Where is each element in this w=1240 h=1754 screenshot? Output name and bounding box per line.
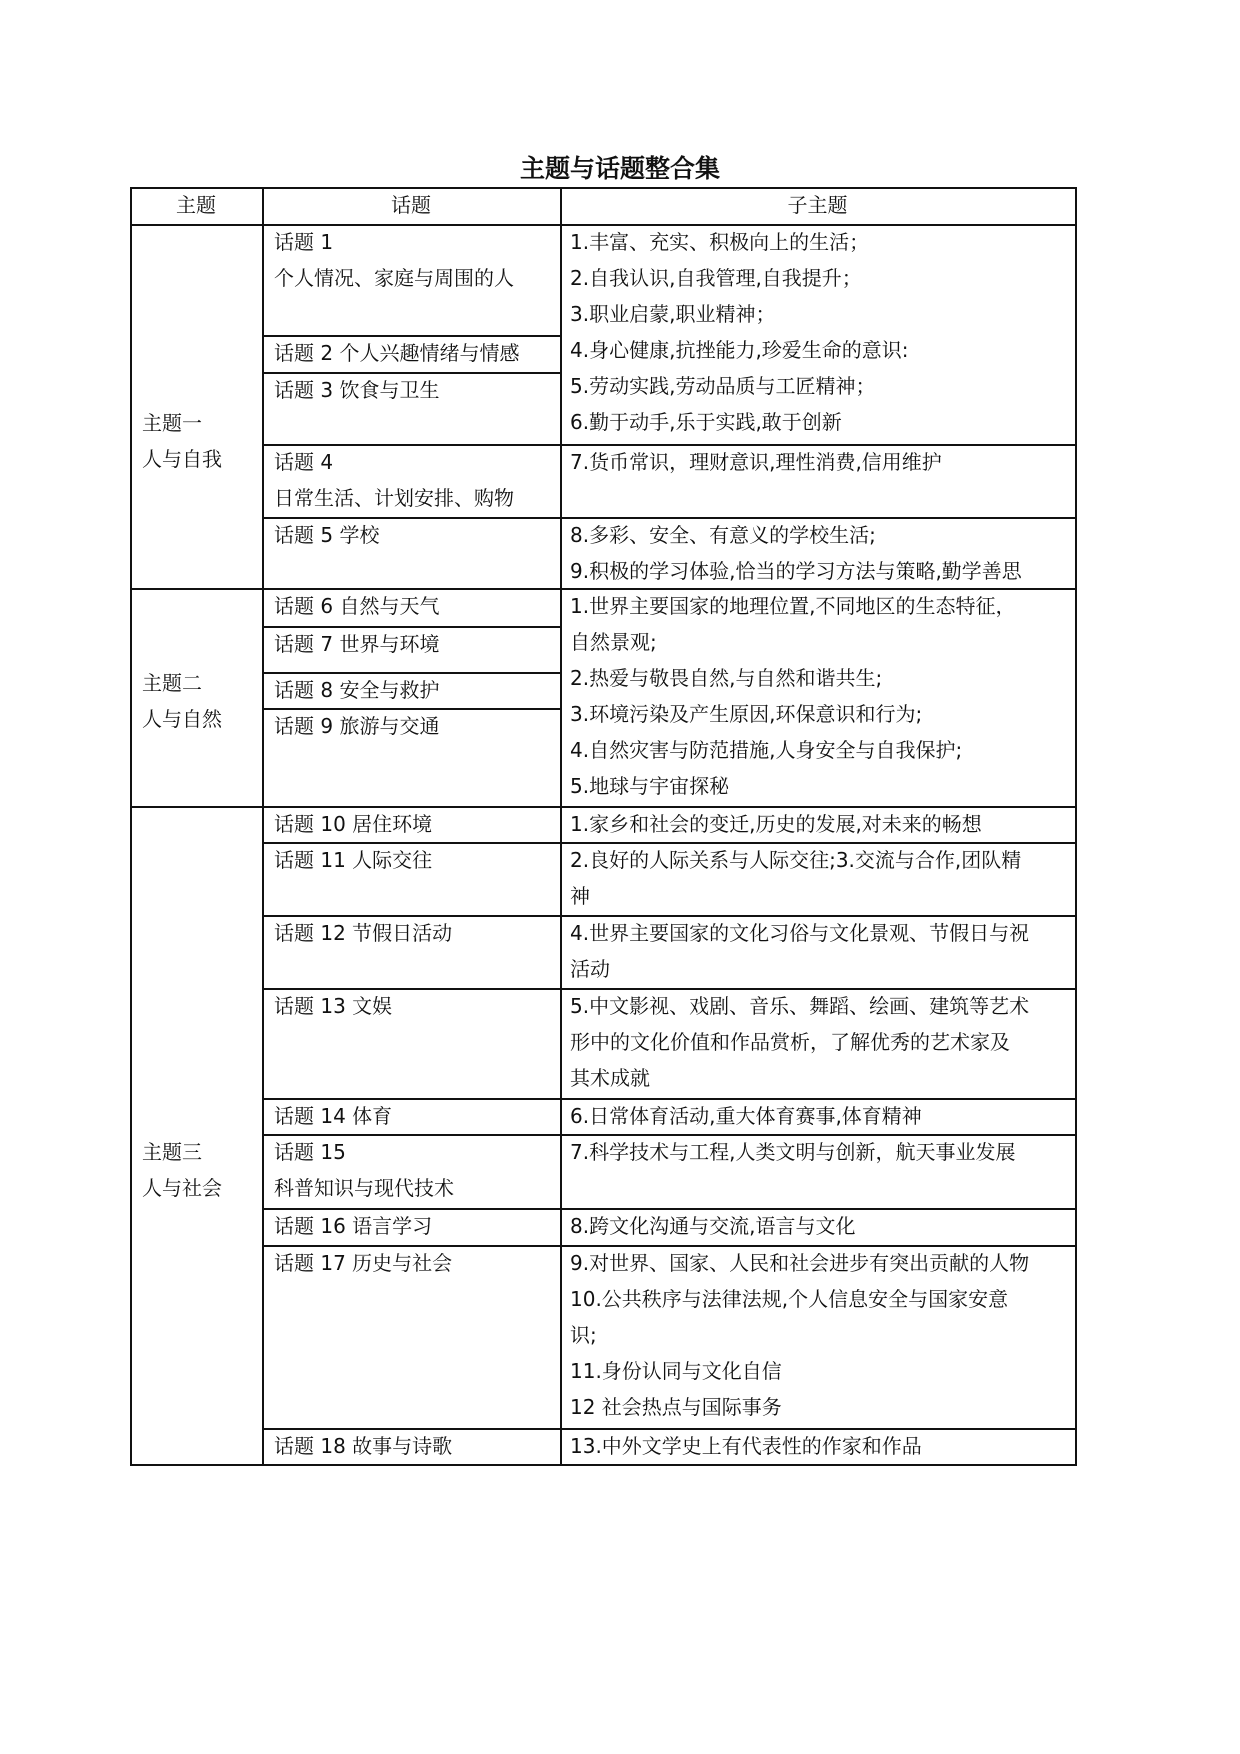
cell-line: 13.中外文学史上有代表性的作家和作品 [570,1434,922,1458]
cell-line: 1.世界主要国家的地理位置,不同地区的生态特征， [570,594,1016,618]
cell-line: 话题 8 安全与救护 [274,678,440,702]
topic-cell [274,1245,558,1281]
cell-line: 人与社会 [142,1176,222,1200]
cell-line: 9.积极的学习体验,恰当的学习方法与策略,勤学善思 [570,559,1022,583]
cell-line: 话题 5 学校 [274,523,380,547]
subtheme-cell [570,1098,1073,1134]
subtheme-cell [570,842,1073,914]
topic-cell [274,335,558,371]
cell-line: 6.勤于动手,乐于实践,敢于创新 [570,410,842,434]
cell-line: 2.自我认识,自我管理,自我提升； [570,266,862,290]
cell-line: 话题 4 [274,450,334,474]
table-rule [130,1464,1077,1466]
subtheme-cell [570,1134,1073,1170]
topic-cell [274,224,558,296]
cell-line: 话题 17 历史与社会 [274,1251,453,1275]
cell-line: 个人情况、家庭与周围的人 [274,266,514,290]
cell-line: 2.热爱与敬畏自然,与自然和谐共生; [570,666,883,690]
cell-line: 主题三 [142,1140,202,1164]
topic-cell [274,1134,558,1206]
subtheme-cell [570,224,1073,440]
header-subtheme: 子主题 [787,193,848,217]
cell-line: 5.地球与宇宙探秘 [570,774,730,798]
page-title: 主题与话题整合集 [519,154,720,183]
cell-line: 话题 11 人际交往 [274,848,433,872]
topic-cell [274,708,558,744]
cell-line: 12 社会热点与国际事务 [570,1395,782,1419]
cell-line: 识; [570,1323,597,1347]
cell-line: 4.世界主要国家的文化习俗与文化景观、节假日与祝 [570,921,1030,945]
cell-line: 8.多彩、安全、有意义的学校生活; [570,523,876,547]
table-rule [130,187,132,1466]
table-rule [1075,187,1077,1466]
cell-line: 神 [570,884,590,908]
cell-line: 话题 16 语言学习 [274,1214,433,1238]
theme-cell [142,1134,260,1206]
topic-cell [274,842,558,878]
table-rule [130,187,1077,189]
theme-cell [142,405,260,477]
cell-line: 7.科学技术与工程,人类文明与创新，航天事业发展 [570,1140,1016,1164]
cell-line: 话题 10 居住环境 [274,812,433,836]
cell-line: 4.身心健康,抗挫能力,珍爱生命的意识: [570,338,909,362]
cell-line: 人与自然 [142,707,222,731]
topic-cell [274,806,558,842]
table-rule [560,187,562,1466]
cell-line: 话题 12 节假日活动 [274,921,453,945]
cell-line: 2.良好的人际关系与人际交往;3.交流与合作,团队精 [570,848,1022,872]
cell-line: 3.职业启蒙,职业精神； [570,302,776,326]
subtheme-cell [570,915,1073,987]
cell-line: 话题 7 世界与环境 [274,632,440,656]
topic-cell [274,988,558,1024]
cell-line: 5.中文影视、戏剧、音乐、舞蹈、绘画、建筑等艺术 [570,994,1030,1018]
cell-line: 10.公共秩序与法律法规,个人信息安全与国家安意 [570,1287,1009,1311]
cell-line: 话题 18 故事与诗歌 [274,1434,453,1458]
header-theme: 主题 [176,193,216,217]
cell-line: 1.丰富、充实、积极向上的生活； [570,230,870,254]
subtheme-cell [570,988,1073,1096]
cell-line: 话题 2 个人兴趣情绪与情感 [274,341,520,365]
cell-line: 7.货币常识，理财意识,理性消费,信用维护 [570,450,942,474]
cell-line: 话题 6 自然与天气 [274,594,440,618]
cell-line: 主题一 [142,411,202,435]
cell-line: 形中的文化价值和作品赏析，了解优秀的艺术家及 [570,1030,1010,1054]
subtheme-cell [570,1428,1073,1464]
cell-line: 话题 3 饮食与卫生 [274,378,440,402]
cell-line: 话题 13 文娱 [274,994,393,1018]
cell-line: 活动 [570,957,610,981]
topic-cell [274,372,558,408]
cell-line: 科普知识与现代技术 [274,1176,454,1200]
topic-cell [274,1208,558,1244]
cell-line: 日常生活、计划安排、购物 [274,486,514,510]
cell-line: 话题 14 体育 [274,1104,393,1128]
subtheme-cell [570,1208,1073,1244]
subtheme-cell [570,517,1073,589]
topic-cell [274,672,558,708]
cell-line: 话题 1 [274,230,334,254]
cell-line: 4.自然灾害与防范措施,人身安全与自我保护; [570,738,963,762]
subtheme-cell [570,806,1073,842]
cell-line: 11.身份认同与文化自信 [570,1359,782,1383]
cell-line: 人与自我 [142,447,222,471]
header-topic: 话题 [391,193,431,217]
subtheme-cell [570,1245,1073,1425]
subtheme-cell [570,588,1073,804]
topic-cell [274,517,558,553]
topic-cell [274,588,558,624]
topic-cell [274,1098,558,1134]
cell-line: 3.环境污染及产生原因,环保意识和行为; [570,702,923,726]
subtheme-cell [570,444,1073,480]
cell-line: 6.日常体育活动,重大体育赛事,体育精神 [570,1104,922,1128]
cell-line: 自然景观; [570,630,657,654]
cell-line: 话题 9 旅游与交通 [274,714,440,738]
topic-cell [274,444,558,516]
cell-line: 9.对世界、国家、人民和社会进步有突出贡献的人物 [570,1251,1030,1275]
table-rule [262,187,264,1466]
cell-line: 8.跨文化沟通与交流,语言与文化 [570,1214,856,1238]
topic-cell [274,1428,558,1464]
topic-cell [274,915,558,951]
topic-cell [274,626,558,662]
theme-cell [142,665,260,737]
cell-line: 5.劳动实践,劳动品质与工匠精神； [570,374,876,398]
cell-line: 主题二 [142,671,202,695]
cell-line: 1.家乡和社会的变迁,历史的发展,对未来的畅想 [570,812,982,836]
cell-line: 其术成就 [570,1066,650,1090]
cell-line: 话题 15 [274,1140,346,1164]
